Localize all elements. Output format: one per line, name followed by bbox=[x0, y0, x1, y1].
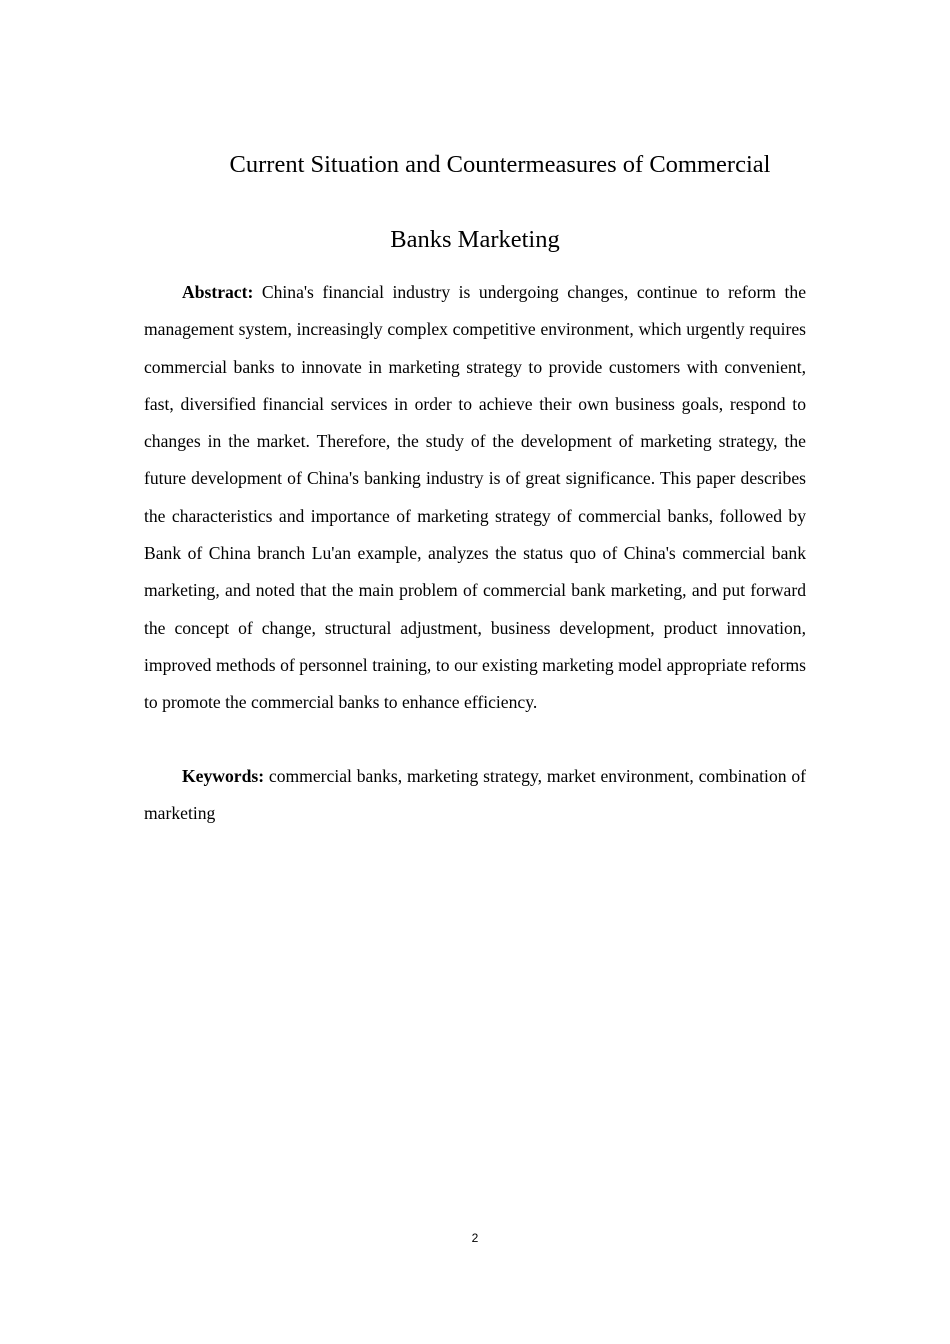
abstract-text: China's financial industry is undergoing changes, continue to reform the management system, increasingly complex competitive environment, which urgently requires commercial banks to innovate in marketing strategy to provide customers with convenient, fast, diversified financial services in order to achieve their own business goals, respond to changes in the market. Therefore, the study of the development of marketing strategy, the future development of China's banking industry is of great significance. This paper describes the characteristics and importance of marketing strategy of commercial banks, followed by Bank of China branch Lu'an example, analyzes the status quo of China's commercial bank marketing, and noted that the main problem of commercial bank marketing, and put forward the concept of change, structural adjustment, business development, product innovation, improved methods of personnel training, to our existing marketing model appropriate reforms to promote the commercial banks to enhance efficiency. bbox=[144, 282, 806, 713]
keywords-text: commercial banks, marketing strategy, market environment, combination of marketing bbox=[144, 766, 806, 824]
page-title-line-1: Current Situation and Countermeasures of Commercial bbox=[229, 151, 771, 178]
page-title-line-2: Banks Marketing bbox=[390, 226, 560, 253]
keywords-label: Keywords: bbox=[182, 766, 265, 786]
keywords-paragraph bbox=[144, 758, 806, 833]
abstract-paragraph bbox=[144, 274, 806, 722]
page-number: 2 bbox=[471, 1231, 479, 1245]
abstract-label: Abstract: bbox=[182, 282, 254, 302]
